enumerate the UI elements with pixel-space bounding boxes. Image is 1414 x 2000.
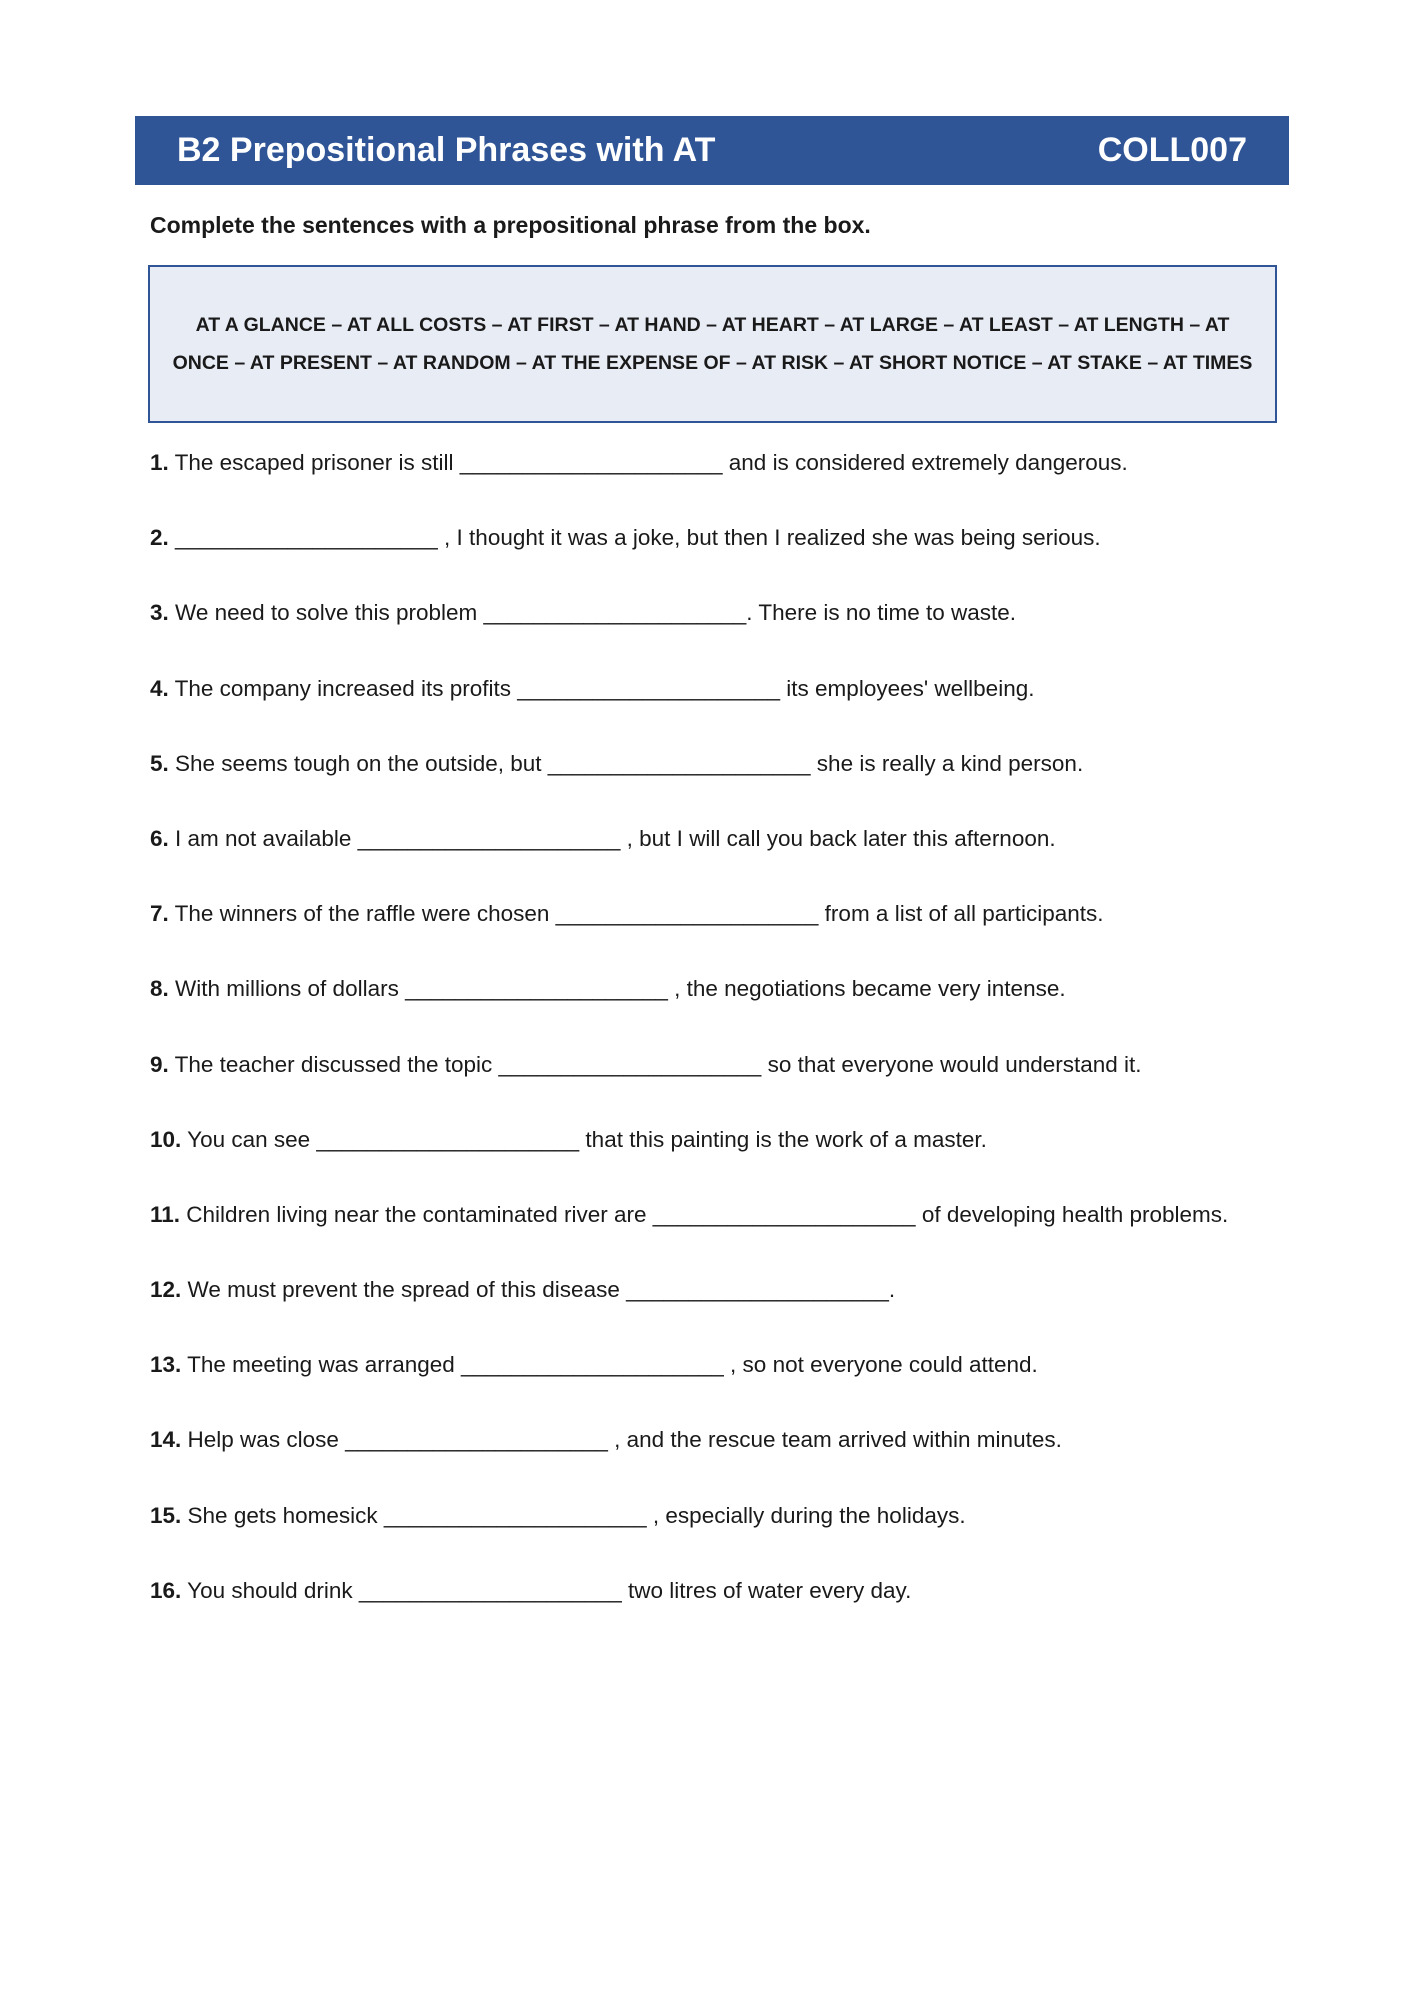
question-text: The escaped prisoner is still _____________________ and is considered extremely dangerous. xyxy=(168,450,1128,475)
question-text: _____________________ , I thought it was a joke, but then I realized she was being serious. xyxy=(168,525,1101,551)
question-number: 15. xyxy=(150,1502,182,1528)
question-number: 3. xyxy=(150,600,169,626)
question-number: 13. xyxy=(150,1352,182,1378)
question-number: 14. xyxy=(150,1427,182,1453)
question-text: The company increased its profits _____________________ its employees' wellbeing. xyxy=(168,675,1035,701)
question-text: She gets homesick _____________________ , especially during the holidays. xyxy=(181,1502,966,1528)
question-item xyxy=(150,523,1300,598)
question-item xyxy=(150,674,1300,749)
question-text: You should drink _____________________ two litres of water every day. xyxy=(181,1577,912,1603)
question-text: We must prevent the spread of this disease _____________________. xyxy=(181,1277,896,1303)
question-number: 1. xyxy=(150,450,169,475)
question-number: 11. xyxy=(150,1201,181,1227)
question-text: The teacher discussed the topic _____________________ so that everyone would understand it. xyxy=(168,1051,1142,1077)
question-number: 9. xyxy=(150,1051,169,1077)
question-text: You can see _____________________ that this painting is the work of a master. xyxy=(181,1126,987,1152)
question-item xyxy=(150,749,1300,824)
question-number: 2. xyxy=(150,525,169,551)
question-list xyxy=(150,448,1300,1651)
question-item xyxy=(150,448,1300,523)
worksheet-code: COLL007 xyxy=(1097,131,1247,169)
question-text: The winners of the raffle were chosen _____________________ from a list of all participants. xyxy=(168,901,1104,927)
question-item xyxy=(150,824,1300,899)
question-number: 12. xyxy=(150,1277,182,1303)
question-number: 8. xyxy=(150,976,169,1002)
question-number: 7. xyxy=(150,901,169,927)
question-item xyxy=(150,1350,1300,1425)
worksheet-title: B2 Prepositional Phrases with AT xyxy=(177,131,716,169)
question-item xyxy=(150,1501,1300,1576)
question-text: Children living near the contaminated river are _____________________ of developing health problems. xyxy=(180,1201,1229,1227)
question-number: 16. xyxy=(150,1577,182,1603)
question-text: The meeting was arranged _____________________ , so not everyone could attend. xyxy=(181,1352,1038,1378)
question-item xyxy=(150,1576,1300,1651)
question-text: With millions of dollars _____________________ , the negotiations became very intense. xyxy=(168,976,1066,1002)
question-item xyxy=(150,1275,1300,1350)
question-number: 4. xyxy=(150,675,169,701)
question-text: We need to solve this problem _____________________. There is no time to waste. xyxy=(168,600,1016,626)
question-number: 5. xyxy=(150,750,169,776)
question-text: Help was close _____________________ , and the rescue team arrived within minutes. xyxy=(181,1427,1062,1453)
question-item xyxy=(150,598,1300,673)
question-text: I am not available _____________________ , but I will call you back later this afternoon. xyxy=(168,825,1056,851)
question-item xyxy=(150,1200,1300,1275)
phrase-list: AT A GLANCE – AT ALL COSTS – AT FIRST – AT HAND – AT HEART – AT LARGE – AT LEAST – AT LENGTH – AT ONCE – AT PRESENT – AT RANDOM – AT THE EXPENSE OF – AT RISK – AT SHORT NOTICE – AT STAKE – AT TIMES xyxy=(172,313,1253,374)
instruction-text: Complete the sentences with a prepositional phrase from the box. xyxy=(150,212,871,238)
question-number: 6. xyxy=(150,825,169,851)
question-text: She seems tough on the outside, but _____________________ she is really a kind person. xyxy=(168,750,1084,776)
question-item xyxy=(150,1425,1300,1500)
question-item xyxy=(150,1125,1300,1200)
worksheet-header xyxy=(135,116,1289,185)
question-item xyxy=(150,1050,1300,1125)
phrase-box xyxy=(148,265,1277,423)
question-item xyxy=(150,899,1300,974)
question-number: 10. xyxy=(150,1126,182,1152)
question-item xyxy=(150,974,1300,1049)
